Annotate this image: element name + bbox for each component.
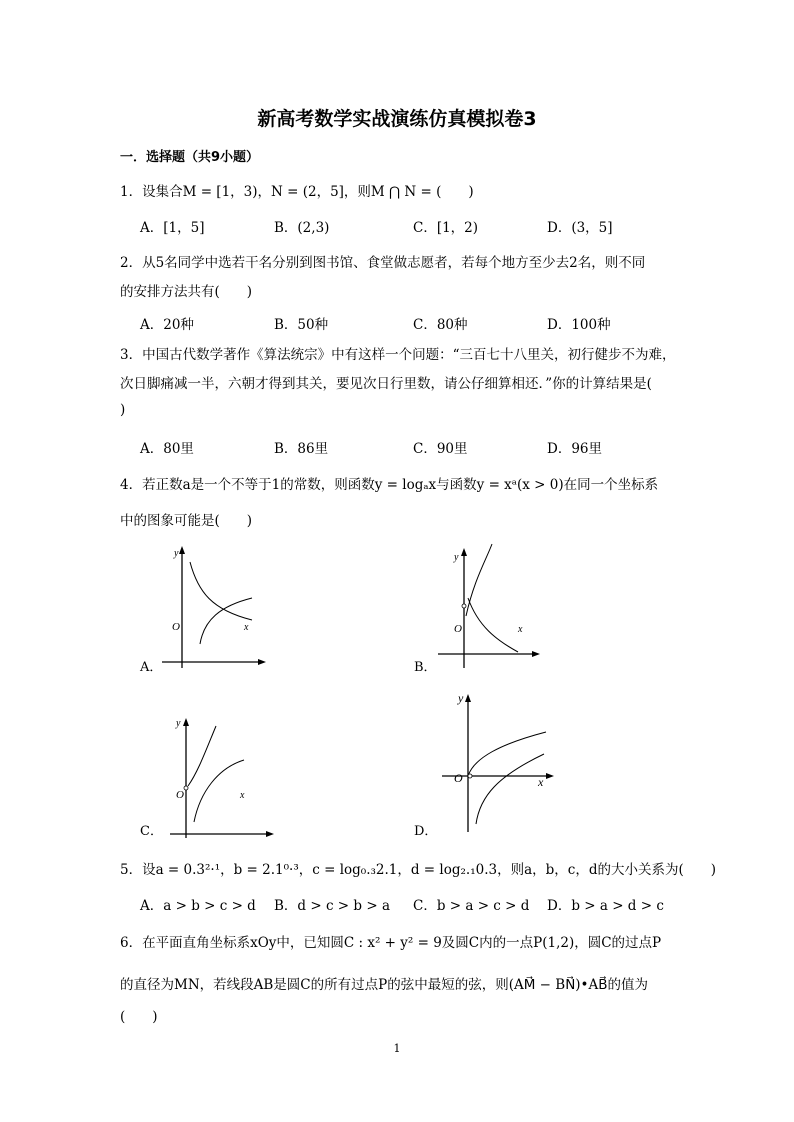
- graph-d-point: [468, 774, 472, 778]
- graph-b-y-arrow: [461, 548, 467, 556]
- question-3-line-2: 次日脚痛减一半，六朝才得到其关，要见次日行里数，请公仔细算相还．”你的计算结果是(: [120, 376, 652, 392]
- graph-d-x-arrow: [546, 773, 554, 779]
- q5-option-b: B．d > c > b > a: [274, 898, 390, 914]
- q5-option-a: A．a > b > c > d: [140, 898, 256, 914]
- graph-c-x-label: x: [240, 790, 245, 801]
- q2-option-b: B．50种: [274, 317, 329, 333]
- question-2-line-2: 的安排方法共有( ): [120, 284, 253, 300]
- graph-b-curve-decreasing: [468, 598, 518, 652]
- graph-a-y-label: y: [174, 548, 179, 559]
- graph-a-origin-label: O: [172, 621, 180, 633]
- question-3-options: [120, 437, 680, 457]
- graph-c-y-arrow: [183, 718, 189, 726]
- q4-option-d-label: D．: [414, 824, 438, 839]
- graph-b-y-label: y: [454, 552, 459, 563]
- graph-c-point: [184, 786, 188, 790]
- graph-c: [168, 712, 278, 842]
- question-1: 1．设集合M = [1，3)，N = (2，5]，则M ⋂ N = ( ): [120, 184, 474, 200]
- question-6-line-1: 6．在平面直角坐标系xOy中，已知圆C : x² + y² = 9及圆C内的一点P(1,2)，圆C的过点P: [120, 935, 662, 951]
- graph-c-y-label: y: [176, 718, 181, 729]
- graph-b-x-label: x: [518, 624, 523, 635]
- question-3-line-1: 3．中国古代数学著作《算法统宗》中有这样一个问题：“三百七十八里关，初行健步不为难，: [120, 347, 676, 363]
- graph-c-x-arrow: [266, 831, 274, 837]
- graph-d-origin-label: O: [454, 771, 463, 785]
- q1-option-b: B．(2,3): [274, 220, 330, 236]
- graph-a-y-arrow: [179, 546, 185, 554]
- graph-d-curve-log: [476, 754, 544, 824]
- graph-d-curve-power: [468, 732, 546, 776]
- q3-option-a: A．80里: [140, 441, 194, 457]
- question-6-line-3: ( ): [120, 1009, 158, 1025]
- graph-b-origin-label: O: [454, 623, 462, 635]
- page-number: 1: [393, 1042, 401, 1055]
- q2-option-d: D．100种: [547, 317, 611, 333]
- question-1-options: [120, 216, 680, 236]
- graph-d-y-arrow: [465, 694, 471, 702]
- q3-option-d: D．96里: [547, 441, 603, 457]
- question-2-line-1: 2．从5名同学中选若干名分别到图书馆、食堂做志愿者，若每个地方至少去2名，则不同: [120, 255, 646, 271]
- q2-option-c: C．80种: [413, 317, 468, 333]
- graph-d: [440, 686, 560, 836]
- q4-option-c-label: C．: [140, 824, 163, 839]
- section-heading: 一．选择题（共9小题）: [120, 150, 260, 165]
- q4-option-a-label: A．: [140, 660, 163, 675]
- q1-option-d: D．(3，5]: [547, 220, 613, 236]
- graph-c-curve-steep: [188, 726, 216, 786]
- q5-option-c: C．b > a > c > d: [413, 898, 530, 914]
- graph-b-curve-increasing: [466, 544, 492, 616]
- graph-d-y-label: y: [458, 691, 464, 705]
- q1-option-a: A．[1，5]: [140, 220, 205, 236]
- question-6-line-2: 的直径为MN，若线段AB是圆C的所有过点P的弦中最短的弦，则(AM⃗ − BN⃗)•AB⃗的值为: [120, 977, 649, 993]
- q4-option-b-label: B．: [414, 660, 437, 675]
- graph-c-curve-log: [194, 760, 244, 822]
- question-5: 5．设a = 0.3²·¹，b = 2.1⁰·³，c = log₀.₃2.1，d = log₂.₁0.3，则a，b，c，d的大小关系为( ): [120, 862, 716, 878]
- graph-d-x-label: x: [538, 775, 544, 789]
- q2-option-a: A．20种: [140, 317, 194, 333]
- graph-a-curve-increasing: [200, 598, 252, 644]
- graph-a-x-arrow: [258, 659, 266, 665]
- graph-b: [436, 540, 546, 670]
- question-4-line-2: 中的图象可能是( ): [120, 513, 253, 529]
- q3-option-c: C．90里: [413, 441, 468, 457]
- graph-a: [160, 540, 270, 670]
- graph-b-x-arrow: [532, 651, 540, 657]
- graph-a-x-label: x: [244, 622, 249, 633]
- question-4-line-1: 4．若正数a是一个不等于1的常数，则函数y = logₐx与函数y = xᵃ(x > 0)在同一个坐标系: [120, 477, 659, 493]
- question-5-options: [120, 894, 680, 914]
- graph-c-origin-label: O: [176, 789, 184, 801]
- page-title: 新高考数学实战演练仿真模拟卷3: [257, 108, 537, 130]
- q5-option-d: D．b > a > d > c: [547, 898, 664, 914]
- question-3-line-3: ): [120, 402, 126, 418]
- question-2-options: [120, 313, 680, 333]
- q1-option-c: C．[1，2): [413, 220, 479, 236]
- graph-b-point: [462, 604, 466, 608]
- q3-option-b: B．86里: [274, 441, 329, 457]
